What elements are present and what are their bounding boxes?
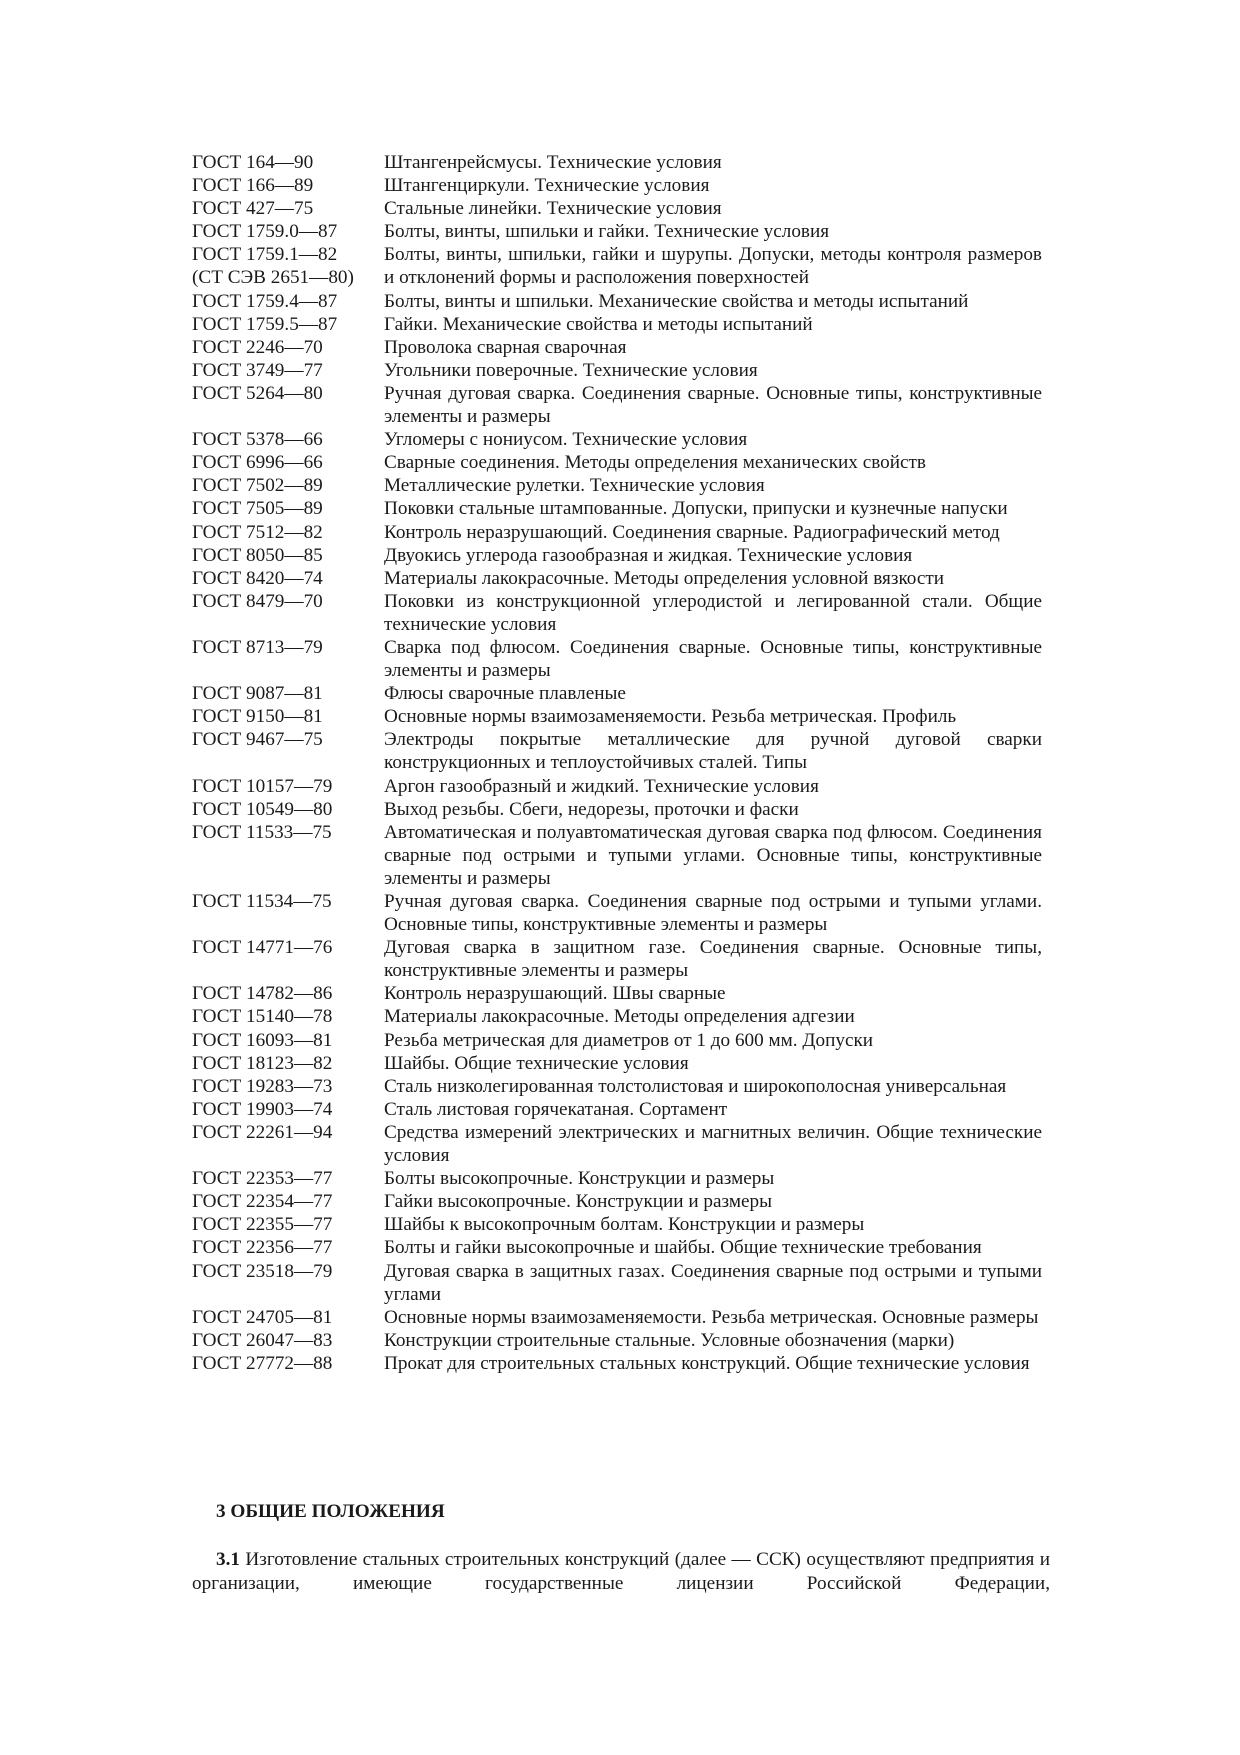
- reference-title: Сварные соединения. Методы определения механических свойств: [384, 452, 926, 474]
- reference-code: [192, 1029, 384, 1052]
- reference-row: [192, 290, 1042, 313]
- reference-row: [192, 451, 1042, 474]
- reference-title: Двуокись углерода газообразная и жидкая. Технические условия: [384, 544, 913, 566]
- reference-row: [192, 336, 1042, 359]
- reference-code: [192, 1190, 384, 1213]
- reference-title: Электроды покрытые металлические для ручной дуговой сварки конструкционных и теплоустойчивых сталей. Типы: [384, 729, 1042, 774]
- reference-row: [192, 728, 1042, 774]
- reference-code: [192, 474, 384, 497]
- reference-row: [192, 1121, 1042, 1167]
- reference-row: [192, 151, 1042, 174]
- reference-code: [192, 1052, 384, 1075]
- reference-code: [192, 497, 384, 520]
- reference-code: [192, 798, 384, 821]
- reference-code: [192, 1306, 384, 1329]
- reference-code-main: ГОСТ 19283—73: [192, 1075, 333, 1097]
- reference-code-main: ГОСТ 19903—74: [192, 1098, 333, 1120]
- reference-title: Основные нормы взаимозаменяемости. Резьба метрическая. Основные размеры: [384, 1306, 1039, 1328]
- reference-code-main: ГОСТ 22354—77: [192, 1191, 333, 1213]
- reference-title: Основные нормы взаимозаменяемости. Резьба метрическая. Профиль: [384, 706, 957, 728]
- reference-code-main: ГОСТ 9150—81: [192, 706, 323, 728]
- reference-row: [192, 775, 1042, 798]
- reference-title: Поковки стальные штампованные. Допуски, припуски и кузнечные напуски: [384, 498, 1008, 520]
- reference-code-main: ГОСТ 8713—79: [192, 636, 323, 658]
- reference-code: [192, 220, 384, 243]
- reference-title: Металлические рулетки. Технические условия: [384, 475, 765, 497]
- reference-code-main: ГОСТ 427—75: [192, 198, 314, 220]
- reference-row: [192, 936, 1042, 982]
- reference-title: Контроль неразрушающий. Швы сварные: [384, 983, 726, 1005]
- reference-code: [192, 1236, 384, 1259]
- reference-code-main: ГОСТ 1759.0—87: [192, 221, 338, 243]
- reference-code: [192, 567, 384, 590]
- reference-code: [192, 705, 384, 728]
- reference-code-main: ГОСТ 11534—75: [192, 891, 332, 912]
- reference-row: [192, 705, 1042, 728]
- reference-code: [192, 359, 384, 382]
- reference-title: Шайбы. Общие технические условия: [384, 1052, 689, 1074]
- reference-row: [192, 1075, 1042, 1098]
- reference-code: [192, 636, 384, 682]
- reference-row: [192, 890, 1042, 936]
- reference-title: Болты и гайки высокопрочные и шайбы. Общие технические требования: [384, 1237, 982, 1259]
- reference-code-main: ГОСТ 8479—70: [192, 590, 323, 612]
- reference-row: [192, 220, 1042, 243]
- reference-row: [192, 174, 1042, 197]
- reference-code-main: ГОСТ 10549—80: [192, 798, 333, 820]
- reference-code-main: ГОСТ 1759.5—87: [192, 313, 338, 335]
- reference-code: [192, 428, 384, 451]
- reference-title: Прокат для строительных стальных конструкций. Общие технические условия: [384, 1352, 1030, 1374]
- reference-row: [192, 682, 1042, 705]
- reference-code-main: ГОСТ 15140—78: [192, 1006, 333, 1028]
- reference-title: Аргон газообразный и жидкий. Технические условия: [384, 775, 819, 797]
- reference-code: [192, 174, 384, 197]
- reference-title: Болты высокопрочные. Конструкции и размеры: [384, 1168, 775, 1190]
- reference-code-main: ГОСТ 16093—81: [192, 1029, 333, 1051]
- reference-title: Материалы лакокрасочные. Методы определения условной вязкости: [384, 567, 945, 589]
- reference-code-main: ГОСТ 22355—77: [192, 1214, 333, 1236]
- reference-code: [192, 682, 384, 705]
- clause-paragraph: [192, 1548, 1050, 1595]
- reference-row: [192, 474, 1042, 497]
- reference-title: Сварка под флюсом. Соединения сварные. Основные типы, конструктивные элементы и размеры: [384, 636, 1042, 682]
- reference-title: Резьба метрическая для диаметров от 1 до 600 мм. Допуски: [384, 1029, 874, 1051]
- reference-code-main: ГОСТ 22356—77: [192, 1237, 333, 1259]
- reference-code: [192, 1352, 384, 1375]
- reference-row: [192, 428, 1042, 451]
- reference-row: [192, 243, 1042, 289]
- reference-title: Автоматическая и полуавтоматическая дуговая сварка под флюсом. Соединения сварные под острыми и тупыми углами. Основные типы, конструктивные элементы и размеры: [384, 821, 1042, 889]
- reference-code-alt: (СТ СЭВ 2651—80): [192, 267, 354, 289]
- reference-code: [192, 936, 384, 982]
- reference-row: [192, 1213, 1042, 1236]
- reference-title: Гайки высокопрочные. Конструкции и размеры: [384, 1191, 772, 1213]
- reference-row: [192, 497, 1042, 520]
- reference-title: Болты, винты, шпильки и гайки. Технические условия: [384, 221, 830, 243]
- reference-title: Болты, винты и шпильки. Механические свойства и методы испытаний: [384, 290, 969, 312]
- reference-title: Шайбы к высокопрочным болтам. Конструкции и размеры: [384, 1214, 865, 1236]
- reference-title: Материалы лакокрасочные. Методы определения адгезии: [384, 1006, 855, 1028]
- reference-code: [192, 1121, 384, 1167]
- reference-code: [192, 521, 384, 544]
- reference-code: [192, 1005, 384, 1028]
- reference-row: [192, 821, 1042, 890]
- reference-row: [192, 1306, 1042, 1329]
- reference-row: [192, 382, 1042, 428]
- reference-code-main: ГОСТ 166—89: [192, 175, 314, 197]
- section-heading: 3 ОБЩИЕ ПОЛОЖЕНИЯ: [216, 1501, 445, 1522]
- reference-row: [192, 1098, 1042, 1121]
- reference-code: [192, 1260, 384, 1306]
- reference-code: [192, 775, 384, 798]
- reference-row: [192, 1052, 1042, 1075]
- reference-code: [192, 151, 384, 174]
- reference-row: [192, 359, 1042, 382]
- reference-code-main: ГОСТ 14782—86: [192, 983, 333, 1005]
- reference-code: [192, 821, 384, 890]
- reference-title: Штангенциркули. Технические условия: [384, 175, 710, 197]
- reference-title: Дуговая сварка в защитных газах. Соединения сварные под острыми и тупыми углами: [384, 1260, 1042, 1305]
- reference-code-main: ГОСТ 9467—75: [192, 729, 323, 751]
- reference-row: [192, 1352, 1042, 1375]
- reference-code-main: ГОСТ 7502—89: [192, 475, 323, 497]
- reference-row: [192, 1167, 1042, 1190]
- reference-title: Контроль неразрушающий. Соединения сварные. Радиографический метод: [384, 521, 1000, 543]
- reference-code: [192, 1213, 384, 1236]
- reference-row: [192, 590, 1042, 636]
- reference-code-main: ГОСТ 7505—89: [192, 498, 323, 520]
- reference-title: Ручная дуговая сварка. Соединения сварные. Основные типы, конструктивные элементы и размеры: [384, 382, 1042, 428]
- reference-title: Сталь низколегированная толстолистовая и широкополосная универсальная: [384, 1075, 1007, 1097]
- reference-title: Гайки. Механические свойства и методы испытаний: [384, 313, 813, 335]
- reference-title: Проволока сварная сварочная: [384, 336, 627, 358]
- reference-row: [192, 567, 1042, 590]
- reference-row: [192, 1260, 1042, 1306]
- reference-code-main: ГОСТ 3749—77: [192, 359, 323, 381]
- reference-code: [192, 451, 384, 474]
- reference-code: [192, 1167, 384, 1190]
- reference-code: [192, 336, 384, 359]
- reference-code: [192, 197, 384, 220]
- reference-title: Средства измерений электрических и магнитных величин. Общие технические условия: [384, 1121, 1042, 1167]
- reference-title: Поковки из конструкционной углеродистой и легированной стали. Общие технические условия: [384, 590, 1042, 635]
- reference-row: [192, 521, 1042, 544]
- reference-code-main: ГОСТ 18123—82: [192, 1052, 333, 1074]
- reference-title: Флюсы сварочные плавленые: [384, 683, 626, 705]
- reference-code-main: ГОСТ 7512—82: [192, 521, 323, 543]
- reference-code: [192, 290, 384, 313]
- reference-code: [192, 1075, 384, 1098]
- normative-references-list: [192, 151, 1042, 1375]
- reference-title: Стальные линейки. Технические условия: [384, 198, 722, 220]
- reference-code-main: ГОСТ 1759.4—87: [192, 290, 338, 312]
- reference-title: Ручная дуговая сварка. Соединения сварные под острыми и тупыми углами. Основные типы, конструктивные элементы и размеры: [384, 891, 1042, 936]
- reference-row: [192, 982, 1042, 1005]
- reference-code-main: ГОСТ 2246—70: [192, 336, 323, 358]
- reference-row: [192, 1329, 1042, 1352]
- reference-code-main: ГОСТ 10157—79: [192, 775, 333, 797]
- reference-row: [192, 1029, 1042, 1052]
- reference-code: [192, 728, 384, 774]
- reference-title: Болты, винты, шпильки, гайки и шурупы. Допуски, методы контроля размеров и отклонений формы и расположения поверхностей: [384, 244, 1042, 289]
- reference-row: [192, 313, 1042, 336]
- reference-code-main: ГОСТ 22353—77: [192, 1168, 333, 1190]
- clause-number: 3.1: [216, 1549, 240, 1570]
- reference-code-main: ГОСТ 24705—81: [192, 1306, 333, 1328]
- reference-code-main: ГОСТ 1759.1—82: [192, 244, 338, 266]
- reference-code-main: ГОСТ 22261—94: [192, 1121, 333, 1143]
- reference-code-main: ГОСТ 9087—81: [192, 683, 323, 705]
- reference-title: Угломеры с нониусом. Технические условия: [384, 429, 748, 451]
- reference-code-main: ГОСТ 26047—83: [192, 1329, 333, 1351]
- reference-code: [192, 382, 384, 428]
- reference-code: [192, 243, 384, 289]
- reference-code-main: ГОСТ 14771—76: [192, 937, 333, 959]
- reference-title: Дуговая сварка в защитном газе. Соединения сварные. Основные типы, конструктивные элементы и размеры: [384, 937, 1042, 982]
- reference-title: Выход резьбы. Сбеги, недорезы, проточки и фаски: [384, 798, 799, 820]
- reference-code: [192, 890, 384, 936]
- reference-code: [192, 590, 384, 636]
- reference-row: [192, 1190, 1042, 1213]
- reference-title: Штангенрейсмусы. Технические условия: [384, 152, 722, 173]
- reference-row: [192, 1236, 1042, 1259]
- reference-row: [192, 798, 1042, 821]
- reference-code-main: ГОСТ 27772—88: [192, 1352, 333, 1374]
- reference-row: [192, 197, 1042, 220]
- reference-title: Конструкции строительные стальные. Условные обозначения (марки): [384, 1329, 955, 1351]
- reference-code-main: ГОСТ 5378—66: [192, 429, 323, 451]
- reference-code-main: ГОСТ 8420—74: [192, 567, 323, 589]
- reference-row: [192, 636, 1042, 682]
- clause-text: Изготовление стальных строительных конструкций (далее — ССК) осуществляют предприятия и организации, имеющие государственные лицензии Российской Федерации,: [192, 1549, 1050, 1594]
- reference-code: [192, 1329, 384, 1352]
- reference-code-main: ГОСТ 6996—66: [192, 452, 323, 474]
- reference-code: [192, 982, 384, 1005]
- reference-code-main: ГОСТ 11533—75: [192, 821, 332, 843]
- reference-code: [192, 544, 384, 567]
- reference-code-main: ГОСТ 8050—85: [192, 544, 323, 566]
- reference-code-main: ГОСТ 23518—79: [192, 1260, 333, 1282]
- reference-code: [192, 313, 384, 336]
- reference-row: [192, 1005, 1042, 1028]
- reference-row: [192, 544, 1042, 567]
- reference-code-main: ГОСТ 164—90: [192, 152, 314, 173]
- reference-code: [192, 1098, 384, 1121]
- reference-title: Угольники поверочные. Технические условия: [384, 359, 758, 381]
- reference-title: Сталь листовая горячекатаная. Сортамент: [384, 1098, 728, 1120]
- reference-code-main: ГОСТ 5264—80: [192, 382, 323, 404]
